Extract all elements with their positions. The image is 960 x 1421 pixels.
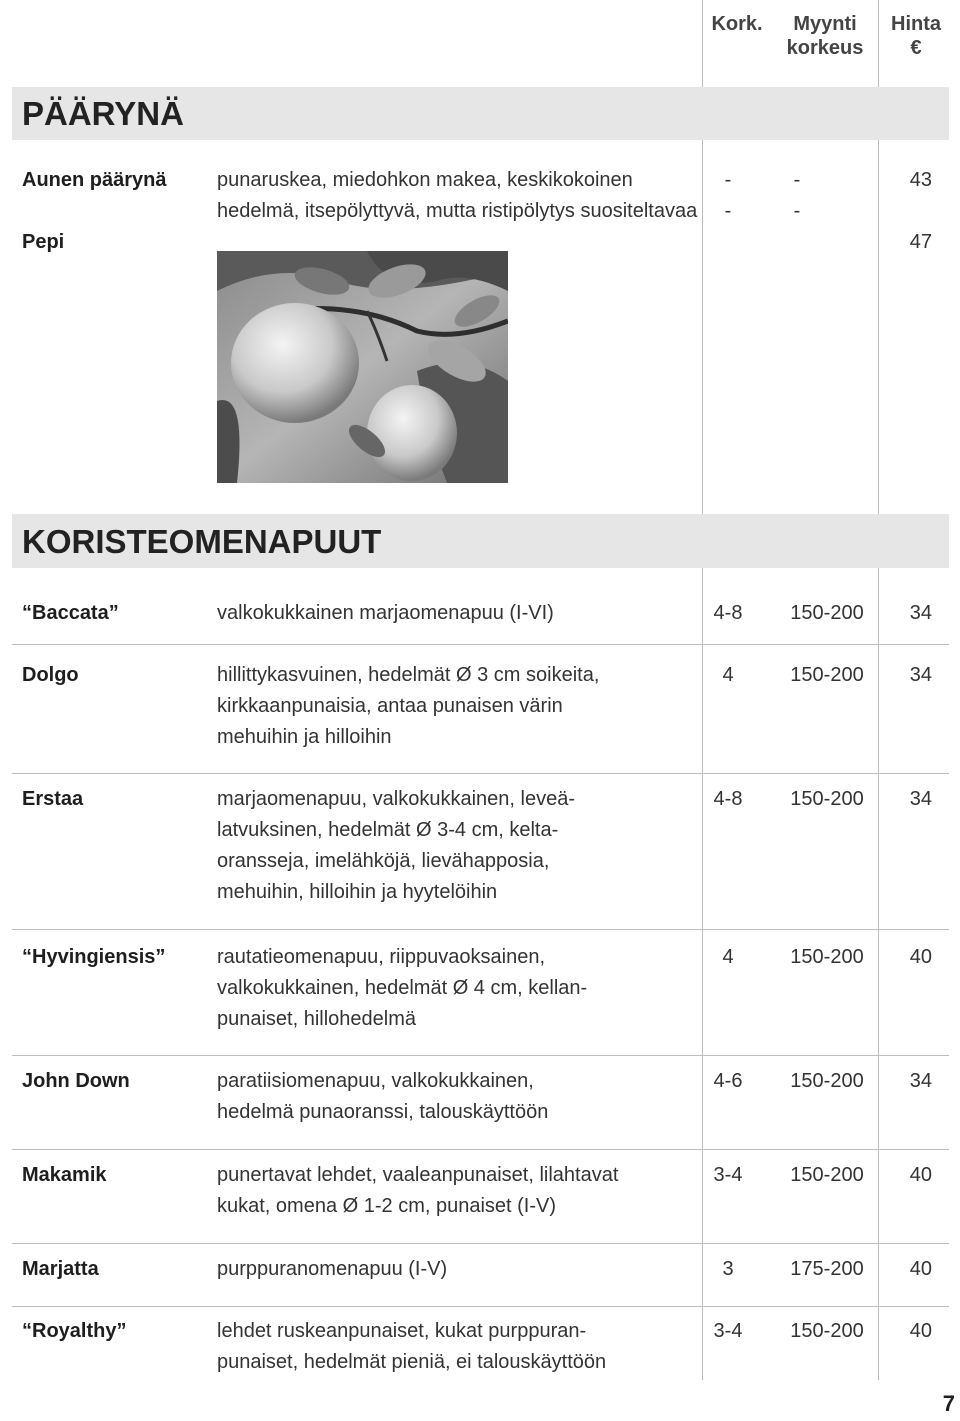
pear-kork-1: - — [724, 169, 732, 191]
variety-description-line: kukat, omena Ø 1-2 cm, punaiset (I-V) — [217, 1195, 557, 1217]
price-value: 34 — [909, 664, 932, 686]
variety-description-line: valkokukkainen marjaomenapuu (I-VI) — [217, 602, 554, 624]
section-band-paaryna — [12, 87, 949, 140]
variety-description-line: punertavat lehdet, vaaleanpunaiset, lilahtavat — [217, 1164, 619, 1186]
table-row — [12, 598, 949, 645]
height-value: 4 — [722, 946, 734, 968]
sale-height-value: 150-200 — [790, 1164, 864, 1186]
variety-name: Erstaa — [22, 788, 84, 810]
variety-description-line: rautatieomenapuu, riippuvaoksainen, — [217, 946, 545, 968]
height-value: 4-8 — [713, 788, 743, 810]
section-title-koristeomenapuut: KORISTEOMENAPUUT — [22, 523, 382, 560]
table-row — [12, 784, 949, 930]
pear-hinta-2: 47 — [909, 231, 932, 253]
sale-height-value: 150-200 — [790, 602, 864, 624]
variety-name: “Royalthy” — [22, 1320, 127, 1342]
price-value: 40 — [909, 1258, 932, 1280]
table-row — [12, 1066, 949, 1150]
price-value: 40 — [909, 1164, 932, 1186]
height-value: 4 — [722, 664, 734, 686]
table-row — [12, 1160, 949, 1244]
pear-name-pepi: Pepi — [22, 231, 65, 253]
variety-name: “Baccata” — [22, 602, 119, 624]
sale-height-value: 150-200 — [790, 1070, 864, 1092]
variety-name: “Hyvingiensis” — [22, 946, 166, 968]
variety-description-line: punaiset, hedelmät pieniä, ei talouskäyttöön — [217, 1351, 607, 1373]
height-value: 3-4 — [713, 1320, 743, 1342]
variety-name: Makamik — [22, 1164, 107, 1186]
variety-name: John Down — [22, 1070, 130, 1092]
sale-height-value: 175-200 — [790, 1258, 864, 1280]
price-value: 34 — [909, 788, 932, 810]
variety-name: Dolgo — [22, 664, 79, 686]
header-hinta-line1: Hinta — [891, 13, 941, 35]
sale-height-value: 150-200 — [790, 946, 864, 968]
header-hinta — [880, 12, 952, 60]
pear-myynti-2: - — [793, 200, 801, 222]
variety-description-line: lehdet ruskeanpunaiset, kukat purppuran- — [217, 1320, 587, 1342]
pear-kork-2: - — [724, 200, 732, 222]
sale-height-value: 150-200 — [790, 664, 864, 686]
apple-photo — [217, 251, 508, 483]
height-value: 4-8 — [713, 602, 743, 624]
pear-hinta-1: 43 — [909, 169, 932, 191]
price-value: 40 — [909, 946, 932, 968]
height-value: 3-4 — [713, 1164, 743, 1186]
table-row — [12, 1254, 949, 1307]
pear-name-aunen: Aunen päärynä — [22, 169, 167, 191]
variety-description-line: hedelmä punaoranssi, talouskäyttöön — [217, 1101, 549, 1123]
header-myynti-korkeus — [778, 12, 872, 60]
variety-description-line: kirkkaanpunaisia, antaa punaisen värin — [217, 695, 563, 717]
header-myynti-line1: Myynti — [793, 13, 857, 35]
pear-myynti-1: - — [793, 169, 801, 191]
price-value: 40 — [909, 1320, 932, 1342]
variety-description-line: mehuihin ja hilloihin — [217, 726, 392, 748]
pear-desc-line1: punaruskea, miedohkon makea, keskikokoinen — [217, 169, 633, 191]
variety-description-line: marjaomenapuu, valkokukkainen, leveä- — [217, 788, 575, 810]
variety-description-line: oransseja, imelähköjä, lievähapposia, — [217, 850, 550, 872]
height-value: 4-6 — [713, 1070, 743, 1092]
variety-description-line: latvuksinen, hedelmät Ø 3-4 cm, kelta- — [217, 819, 559, 841]
sale-height-value: 150-200 — [790, 788, 864, 810]
table-row — [12, 660, 949, 774]
page-number: 7 — [942, 1391, 955, 1416]
variety-description-line: paratiisiomenapuu, valkokukkainen, — [217, 1070, 534, 1092]
price-value: 34 — [909, 602, 932, 624]
header-kork: Kork. — [711, 13, 763, 35]
pear-row — [12, 165, 949, 255]
sale-height-value: 150-200 — [790, 1320, 864, 1342]
header-myynti-line2: korkeus — [786, 37, 864, 59]
variety-description-line: hillittykasvuinen, hedelmät Ø 3 cm soikeita, — [217, 664, 600, 686]
section-band-koristeomenapuut — [12, 514, 949, 568]
header-hinta-line2: € — [910, 37, 922, 59]
variety-description-line: valkokukkainen, hedelmät Ø 4 cm, kellan- — [217, 977, 588, 999]
height-value: 3 — [722, 1258, 734, 1280]
section-title-paaryna: PÄÄRYNÄ — [22, 95, 184, 132]
variety-description-line: punaiset, hillohedelmä — [217, 1008, 417, 1030]
variety-description-line: purppuranomenapuu (I-V) — [217, 1258, 448, 1280]
price-value: 34 — [909, 1070, 932, 1092]
table-row — [12, 1316, 949, 1376]
variety-name: Marjatta — [22, 1258, 99, 1280]
variety-description-line: mehuihin, hilloihin ja hyytelöihin — [217, 881, 498, 903]
pear-desc-line2: hedelmä, itsepölyttyvä, mutta ristipölytys suositeltavaa — [217, 200, 698, 222]
table-row — [12, 942, 949, 1056]
